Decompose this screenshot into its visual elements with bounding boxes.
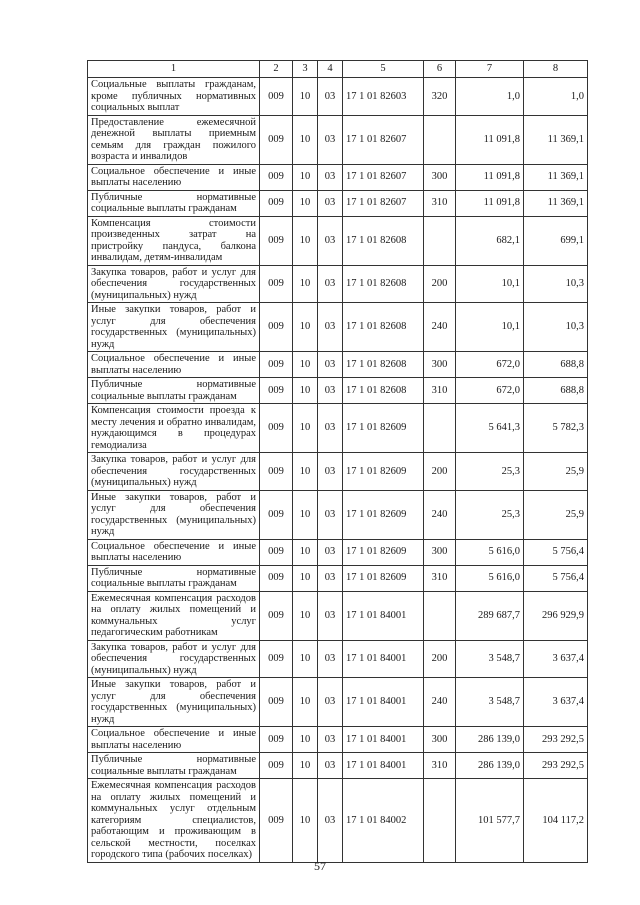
cell-target-article: 17 1 01 82603 <box>343 78 424 116</box>
cell-grbs: 009 <box>260 303 293 352</box>
table-row <box>88 539 588 565</box>
cell-target-article: 17 1 01 82607 <box>343 190 424 216</box>
cell-amount-year-2: 3 637,4 <box>524 640 588 678</box>
cell-expense-type <box>424 591 456 640</box>
cell-amount-year-2: 688,8 <box>524 378 588 404</box>
table-row <box>88 591 588 640</box>
table-row <box>88 678 588 727</box>
cell-amount-year-2: 11 369,1 <box>524 190 588 216</box>
cell-section: 10 <box>293 378 318 404</box>
cell-expense-type: 320 <box>424 78 456 116</box>
cell-amount-year-2: 11 369,1 <box>524 115 588 164</box>
table-row <box>88 378 588 404</box>
cell-expense-type <box>424 115 456 164</box>
table-row <box>88 190 588 216</box>
cell-section: 10 <box>293 490 318 539</box>
page-number: 57 <box>314 859 326 873</box>
cell-subsection: 03 <box>318 779 343 863</box>
header-row <box>88 61 588 78</box>
table-body <box>88 78 588 863</box>
cell-amount-year-2: 296 929,9 <box>524 591 588 640</box>
cell-expense-type: 300 <box>424 352 456 378</box>
cell-name: Публичные нормативные социальные выплаты гражданам <box>88 378 260 404</box>
table-row <box>88 164 588 190</box>
cell-target-article: 17 1 01 82607 <box>343 115 424 164</box>
table-row <box>88 303 588 352</box>
cell-amount-year-1: 5 616,0 <box>456 565 524 591</box>
cell-section: 10 <box>293 753 318 779</box>
table-row <box>88 753 588 779</box>
cell-subsection: 03 <box>318 640 343 678</box>
cell-grbs: 009 <box>260 265 293 303</box>
cell-subsection: 03 <box>318 216 343 265</box>
cell-subsection: 03 <box>318 565 343 591</box>
cell-grbs: 009 <box>260 352 293 378</box>
cell-section: 10 <box>293 565 318 591</box>
cell-amount-year-2: 10,3 <box>524 303 588 352</box>
cell-section: 10 <box>293 727 318 753</box>
cell-grbs: 009 <box>260 115 293 164</box>
cell-subsection: 03 <box>318 378 343 404</box>
cell-amount-year-1: 3 548,7 <box>456 678 524 727</box>
table-row <box>88 78 588 116</box>
cell-expense-type <box>424 404 456 453</box>
cell-grbs: 009 <box>260 779 293 863</box>
cell-amount-year-1: 5 616,0 <box>456 539 524 565</box>
cell-amount-year-2: 5 756,4 <box>524 539 588 565</box>
cell-section: 10 <box>293 678 318 727</box>
cell-target-article: 17 1 01 82609 <box>343 453 424 491</box>
header-col-8: 8 <box>524 61 588 78</box>
cell-amount-year-2: 5 756,4 <box>524 565 588 591</box>
table-row <box>88 404 588 453</box>
cell-amount-year-1: 25,3 <box>456 453 524 491</box>
cell-name: Социальное обеспечение и иные выплаты населению <box>88 352 260 378</box>
cell-grbs: 009 <box>260 78 293 116</box>
cell-name: Компенсация стоимости проезда к месту лечения и обратно инвалидам, нуждающимся в процедурах гемодиализа <box>88 404 260 453</box>
cell-amount-year-1: 11 091,8 <box>456 164 524 190</box>
cell-amount-year-1: 10,1 <box>456 303 524 352</box>
table-row <box>88 779 588 863</box>
cell-name: Иные закупки товаров, работ и услуг для обеспечения государственных (муниципальных) нужд <box>88 303 260 352</box>
cell-expense-type: 310 <box>424 378 456 404</box>
cell-expense-type: 310 <box>424 753 456 779</box>
cell-subsection: 03 <box>318 303 343 352</box>
cell-amount-year-2: 688,8 <box>524 352 588 378</box>
cell-section: 10 <box>293 164 318 190</box>
cell-target-article: 17 1 01 82608 <box>343 303 424 352</box>
cell-name: Социальное обеспечение и иные выплаты населению <box>88 539 260 565</box>
cell-expense-type: 300 <box>424 539 456 565</box>
cell-target-article: 17 1 01 82609 <box>343 565 424 591</box>
cell-subsection: 03 <box>318 190 343 216</box>
cell-subsection: 03 <box>318 539 343 565</box>
cell-amount-year-2: 10,3 <box>524 265 588 303</box>
header-col-5: 5 <box>343 61 424 78</box>
cell-amount-year-1: 672,0 <box>456 352 524 378</box>
cell-grbs: 009 <box>260 753 293 779</box>
header-col-6: 6 <box>424 61 456 78</box>
cell-expense-type: 310 <box>424 190 456 216</box>
cell-amount-year-1: 11 091,8 <box>456 190 524 216</box>
cell-section: 10 <box>293 265 318 303</box>
cell-name: Социальное обеспечение и иные выплаты населению <box>88 164 260 190</box>
cell-amount-year-1: 1,0 <box>456 78 524 116</box>
cell-name: Компенсация стоимости произведенных затрат на пристройку пандуса, балкона инвалидам, детям-инвалидам <box>88 216 260 265</box>
table-row <box>88 640 588 678</box>
cell-target-article: 17 1 01 82608 <box>343 378 424 404</box>
cell-grbs: 009 <box>260 539 293 565</box>
budget-table <box>87 60 588 863</box>
cell-grbs: 009 <box>260 565 293 591</box>
table-row <box>88 265 588 303</box>
table-row <box>88 453 588 491</box>
cell-subsection: 03 <box>318 727 343 753</box>
cell-grbs: 009 <box>260 190 293 216</box>
cell-subsection: 03 <box>318 265 343 303</box>
cell-section: 10 <box>293 779 318 863</box>
cell-grbs: 009 <box>260 164 293 190</box>
cell-amount-year-2: 1,0 <box>524 78 588 116</box>
cell-name: Закупка товаров, работ и услуг для обеспечения государственных (муниципальных) нужд <box>88 453 260 491</box>
cell-expense-type: 300 <box>424 727 456 753</box>
cell-name: Публичные нормативные социальные выплаты гражданам <box>88 190 260 216</box>
cell-amount-year-1: 10,1 <box>456 265 524 303</box>
cell-name: Ежемесячная компенсация расходов на оплату жилых помещений и коммунальных услуг педагогическим работникам <box>88 591 260 640</box>
cell-expense-type: 200 <box>424 265 456 303</box>
cell-subsection: 03 <box>318 352 343 378</box>
cell-section: 10 <box>293 539 318 565</box>
table-row <box>88 352 588 378</box>
cell-amount-year-2: 699,1 <box>524 216 588 265</box>
header-col-7: 7 <box>456 61 524 78</box>
cell-target-article: 17 1 01 84001 <box>343 727 424 753</box>
cell-amount-year-1: 5 641,3 <box>456 404 524 453</box>
cell-expense-type: 300 <box>424 164 456 190</box>
cell-grbs: 009 <box>260 378 293 404</box>
cell-section: 10 <box>293 591 318 640</box>
cell-target-article: 17 1 01 84001 <box>343 753 424 779</box>
cell-amount-year-1: 11 091,8 <box>456 115 524 164</box>
cell-amount-year-2: 25,9 <box>524 490 588 539</box>
table-header <box>88 61 588 78</box>
cell-grbs: 009 <box>260 453 293 491</box>
cell-name: Иные закупки товаров, работ и услуг для обеспечения государственных (муниципальных) нужд <box>88 490 260 539</box>
cell-grbs: 009 <box>260 404 293 453</box>
cell-section: 10 <box>293 78 318 116</box>
cell-grbs: 009 <box>260 216 293 265</box>
cell-name: Предоставление ежемесячной денежной выплаты приемным семьям для граждан пожилого возраста и инвалидов <box>88 115 260 164</box>
cell-grbs: 009 <box>260 490 293 539</box>
cell-expense-type: 240 <box>424 303 456 352</box>
cell-section: 10 <box>293 190 318 216</box>
cell-target-article: 17 1 01 84002 <box>343 779 424 863</box>
cell-section: 10 <box>293 640 318 678</box>
cell-grbs: 009 <box>260 727 293 753</box>
cell-section: 10 <box>293 352 318 378</box>
cell-section: 10 <box>293 216 318 265</box>
header-col-2: 2 <box>260 61 293 78</box>
cell-amount-year-2: 3 637,4 <box>524 678 588 727</box>
cell-subsection: 03 <box>318 164 343 190</box>
cell-subsection: 03 <box>318 490 343 539</box>
cell-expense-type: 200 <box>424 640 456 678</box>
cell-amount-year-2: 25,9 <box>524 453 588 491</box>
cell-name: Ежемесячная компенсация расходов на оплату жилых помещений и коммунальных услуг отдельным категориям специалистов, работающим и проживающим в сельской местности, поселках городского типа (рабочих поселках) <box>88 779 260 863</box>
cell-amount-year-1: 25,3 <box>456 490 524 539</box>
cell-subsection: 03 <box>318 453 343 491</box>
cell-expense-type: 310 <box>424 565 456 591</box>
cell-section: 10 <box>293 404 318 453</box>
cell-expense-type: 200 <box>424 453 456 491</box>
cell-amount-year-1: 682,1 <box>456 216 524 265</box>
cell-grbs: 009 <box>260 591 293 640</box>
header-col-1: 1 <box>88 61 260 78</box>
cell-amount-year-2: 293 292,5 <box>524 753 588 779</box>
cell-name: Публичные нормативные социальные выплаты гражданам <box>88 753 260 779</box>
cell-subsection: 03 <box>318 753 343 779</box>
cell-expense-type: 240 <box>424 490 456 539</box>
cell-grbs: 009 <box>260 640 293 678</box>
cell-target-article: 17 1 01 84001 <box>343 591 424 640</box>
table-row <box>88 216 588 265</box>
cell-amount-year-1: 286 139,0 <box>456 753 524 779</box>
cell-amount-year-2: 293 292,5 <box>524 727 588 753</box>
cell-subsection: 03 <box>318 404 343 453</box>
cell-subsection: 03 <box>318 678 343 727</box>
cell-name: Социальное обеспечение и иные выплаты населению <box>88 727 260 753</box>
cell-subsection: 03 <box>318 591 343 640</box>
cell-amount-year-1: 286 139,0 <box>456 727 524 753</box>
cell-target-article: 17 1 01 82609 <box>343 404 424 453</box>
table-row <box>88 490 588 539</box>
cell-target-article: 17 1 01 82609 <box>343 490 424 539</box>
cell-target-article: 17 1 01 82607 <box>343 164 424 190</box>
cell-amount-year-2: 11 369,1 <box>524 164 588 190</box>
cell-name: Закупка товаров, работ и услуг для обеспечения государственных (муниципальных) нужд <box>88 640 260 678</box>
cell-expense-type <box>424 216 456 265</box>
table-row <box>88 115 588 164</box>
cell-target-article: 17 1 01 84001 <box>343 640 424 678</box>
cell-name: Закупка товаров, работ и услуг для обеспечения государственных (муниципальных) нужд <box>88 265 260 303</box>
cell-amount-year-2: 104 117,2 <box>524 779 588 863</box>
table-row <box>88 565 588 591</box>
cell-target-article: 17 1 01 82608 <box>343 216 424 265</box>
cell-section: 10 <box>293 115 318 164</box>
cell-target-article: 17 1 01 82608 <box>343 265 424 303</box>
cell-name: Иные закупки товаров, работ и услуг для обеспечения государственных (муниципальных) нужд <box>88 678 260 727</box>
cell-amount-year-2: 5 782,3 <box>524 404 588 453</box>
cell-expense-type: 240 <box>424 678 456 727</box>
cell-target-article: 17 1 01 82608 <box>343 352 424 378</box>
header-col-4: 4 <box>318 61 343 78</box>
cell-section: 10 <box>293 453 318 491</box>
cell-amount-year-1: 672,0 <box>456 378 524 404</box>
cell-expense-type <box>424 779 456 863</box>
cell-name: Социальные выплаты гражданам, кроме публичных нормативных социальных выплат <box>88 78 260 116</box>
cell-grbs: 009 <box>260 678 293 727</box>
cell-section: 10 <box>293 303 318 352</box>
cell-target-article: 17 1 01 84001 <box>343 678 424 727</box>
cell-amount-year-1: 3 548,7 <box>456 640 524 678</box>
cell-name: Публичные нормативные социальные выплаты гражданам <box>88 565 260 591</box>
cell-amount-year-1: 289 687,7 <box>456 591 524 640</box>
cell-subsection: 03 <box>318 115 343 164</box>
cell-amount-year-1: 101 577,7 <box>456 779 524 863</box>
header-col-3: 3 <box>293 61 318 78</box>
table-row <box>88 727 588 753</box>
cell-target-article: 17 1 01 82609 <box>343 539 424 565</box>
cell-subsection: 03 <box>318 78 343 116</box>
